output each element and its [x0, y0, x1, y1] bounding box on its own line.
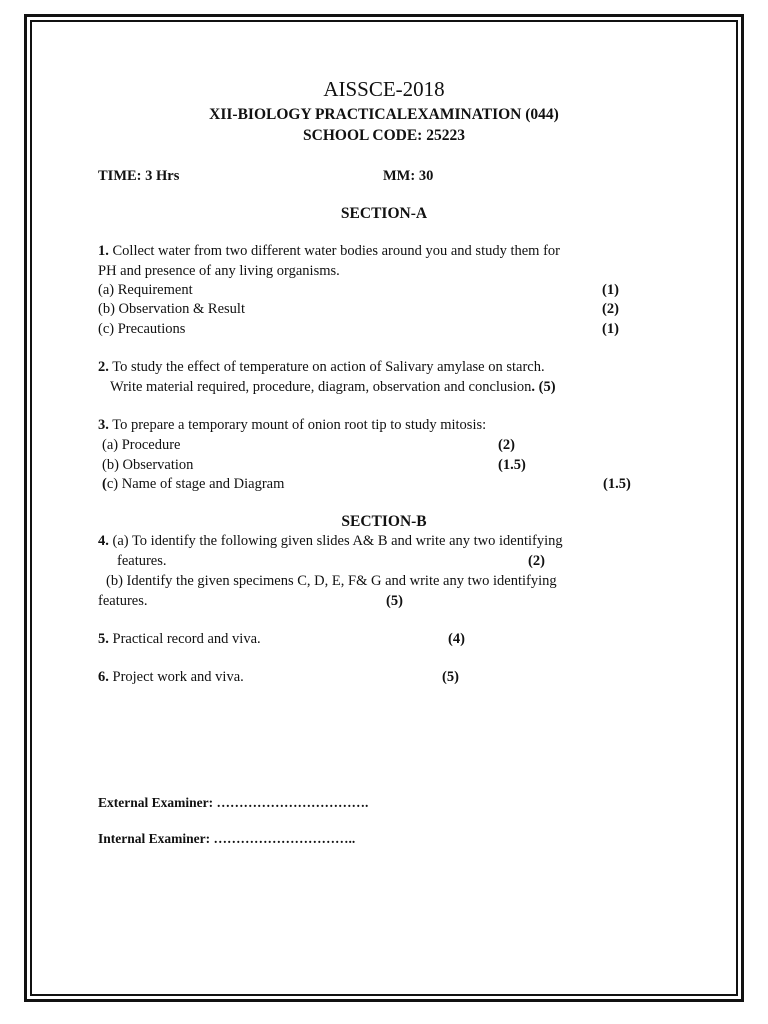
q1-item-c: (c) Precautions — [98, 321, 186, 337]
max-marks: MM: 30 — [383, 168, 434, 184]
q1-item-b-marks: (2) — [602, 301, 619, 317]
q2-line2: Write material required, procedure, diagram, observation and conclusion. (5) — [110, 379, 556, 395]
q3-item-a-marks: (2) — [498, 437, 515, 453]
q1-item-c-marks: (1) — [602, 321, 619, 337]
q4-b-line2: features. — [98, 593, 148, 609]
school-code: SCHOOL CODE: 25223 — [303, 127, 465, 144]
q4-b-line1: (b) Identify the given specimens C, D, E, F& G and write any two identifying — [106, 573, 557, 589]
q3-item-c-marks: (1.5) — [603, 476, 631, 492]
q1-line1: 1. Collect water from two different water bodies around you and study them for — [98, 243, 560, 259]
q1-item-a-marks: (1) — [602, 282, 619, 298]
section-b-heading: SECTION-B — [341, 513, 427, 530]
q6-number: 6. — [98, 669, 109, 685]
q6-line: 6. Project work and viva. — [98, 669, 244, 685]
q3-item-a: (a) Procedure — [102, 437, 181, 453]
q1-item-a: (a) Requirement — [98, 282, 193, 298]
q4-a-line1: 4. (a) To identify the following given slides A& B and write any two identifying — [98, 533, 563, 549]
q3-number: 3. — [98, 417, 109, 433]
q5-marks: (4) — [448, 631, 465, 647]
q4-b-marks: (5) — [386, 593, 403, 609]
q4-number: 4. — [98, 533, 109, 549]
q1-item-b: (b) Observation & Result — [98, 301, 245, 317]
q2-number: 2. — [98, 359, 109, 375]
q3-item-c: (c) Name of stage and Diagram — [102, 476, 285, 492]
q1-number: 1. — [98, 243, 109, 259]
q1-line2: PH and presence of any living organisms. — [98, 263, 340, 279]
exam-subtitle: XII-BIOLOGY PRACTICALEXAMINATION (044) — [209, 106, 559, 123]
time-label: TIME: 3 Hrs — [98, 168, 180, 184]
q3-item-b: (b) Observation — [102, 457, 194, 473]
q3-line1: 3. To prepare a temporary mount of onion root tip to study mitosis: — [98, 417, 487, 433]
q3-item-b-marks: (1.5) — [498, 457, 526, 473]
q4-a-marks: (2) — [528, 553, 545, 569]
internal-examiner: Internal Examiner: ………………………….. — [98, 831, 356, 846]
section-a-heading: SECTION-A — [340, 205, 428, 222]
exam-title: AISSCE-2018 — [323, 77, 445, 101]
q2-line1: 2. To study the effect of temperature on action of Salivary amylase on starch. — [98, 359, 545, 375]
q2-marks: (5) — [538, 379, 556, 395]
q5-line: 5. Practical record and viva. — [98, 631, 261, 647]
q5-number: 5. — [98, 631, 109, 647]
q6-marks: (5) — [442, 669, 459, 685]
external-examiner: External Examiner: ……………………………. — [98, 795, 369, 810]
q4-a-line2: features. — [117, 553, 167, 569]
